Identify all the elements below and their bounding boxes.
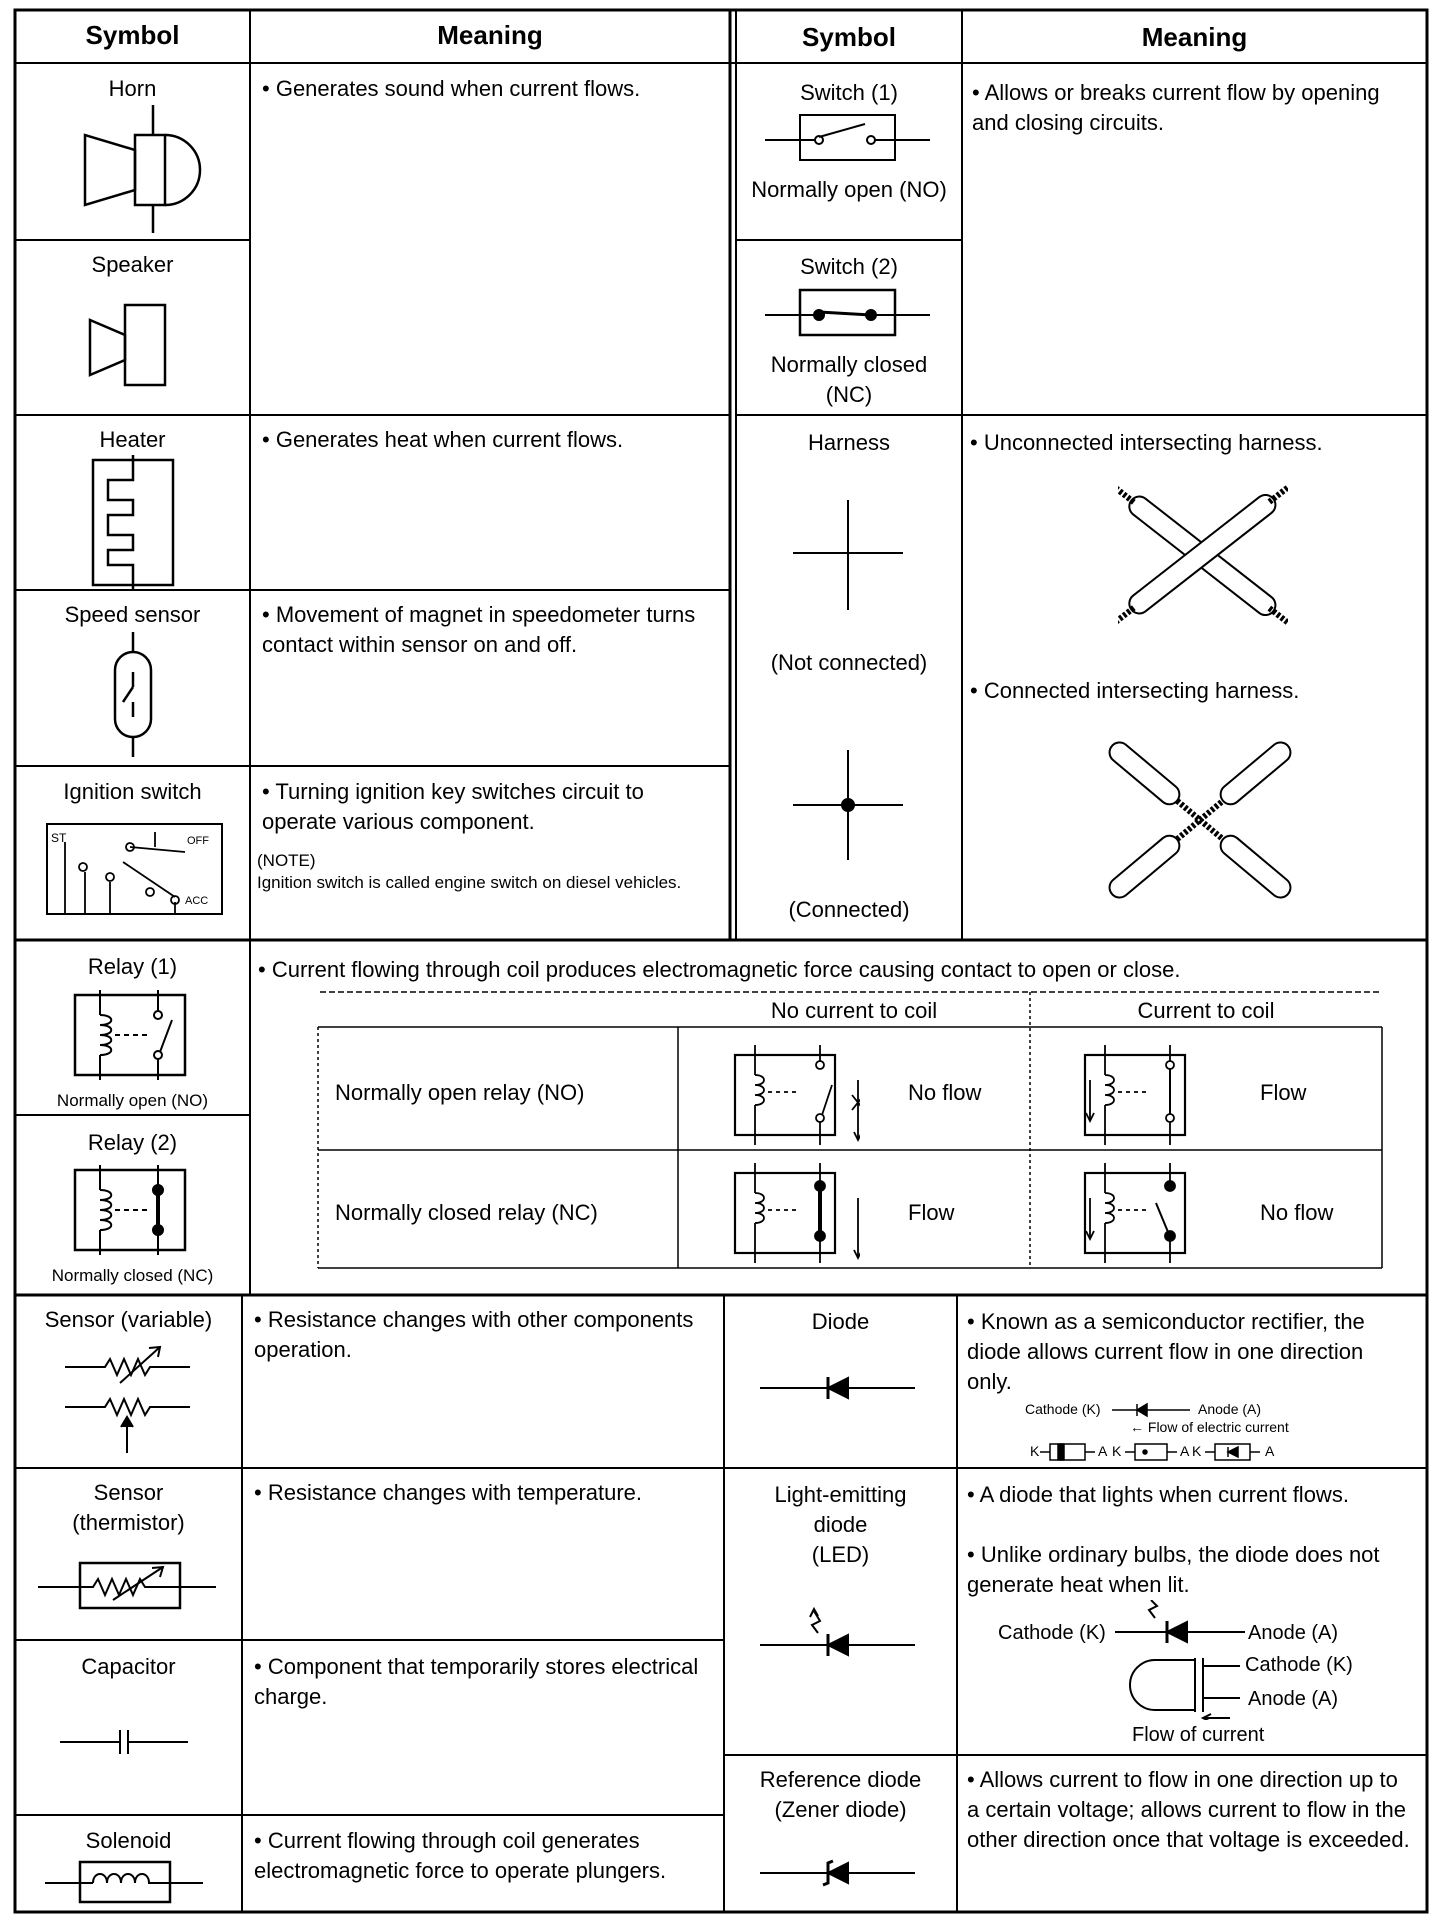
diode-a-label-2: A [1180,1443,1190,1459]
relay-no-open-diagram [710,1040,860,1150]
relay2-name: Relay (2) [87,1130,178,1155]
speed-sensor-meaning: • Movement of magnet in speedometer turns contact within sensor on and off. [262,600,712,660]
diode-k-label: K [1030,1443,1040,1459]
diode-meaning: • Known as a semiconductor rectifier, the diode allows current flow in one direction only. [967,1307,1412,1397]
sensor-variable-symbol [65,1345,195,1455]
relay-table-col1: No current to coil [770,998,938,1023]
relay-row1-no-current: No flow [908,1080,982,1105]
heater-name: Heater [99,427,166,452]
relay-row2-current: No flow [1260,1200,1334,1225]
led-name-line2: diode [813,1512,868,1537]
sensor-variable-meaning: • Resistance changes with other components operation. [254,1305,694,1365]
solenoid-name: Solenoid [85,1828,172,1853]
speaker-name: Speaker [91,252,174,277]
diode-k-label-3: K [1192,1443,1202,1459]
harness-unconnected-meaning: • Unconnected intersecting harness. [970,428,1420,458]
capacitor-symbol [60,1727,190,1757]
ignition-switch-meaning: • Turning ignition key switches circuit to operate various component. [262,777,722,837]
led-meaning-2: • Unlike ordinary bulbs, the diode does not generate heat when lit. [967,1540,1412,1600]
horn-meaning: • Generates sound when current flows. [262,74,692,104]
switch2-caption: Normally closed (NC) [770,352,928,407]
relay-row1-current: Flow [1260,1080,1307,1105]
speed-sensor-name: Speed sensor [64,602,201,627]
header-meaning-left: Meaning [437,20,543,50]
ignition-switch-name: Ignition switch [63,779,202,804]
led-symbol [760,1605,920,1665]
zener-symbol [760,1858,920,1888]
thermistor-name-line1: Sensor [93,1480,164,1505]
header-symbol-right: Symbol [802,22,896,52]
solenoid-symbol [45,1857,205,1907]
capacitor-name: Capacitor [81,1654,176,1679]
ignition-st-label: ST [51,831,67,845]
diode-anode-label: Anode (A) [1198,1401,1262,1417]
diode-name: Diode [811,1309,870,1334]
zener-name-line1: Reference diode [759,1767,922,1792]
led-cathode-label-2: Cathode (K) [1245,1654,1353,1676]
switch-meaning: • Allows or breaks current flow by opening and closing circuits. [972,78,1412,138]
relay-table-col2: Current to coil [1137,998,1275,1023]
ignition-note-title: (NOTE) [257,851,316,870]
ignition-acc-label: ACC [185,895,209,907]
relay-row2-no-current: Flow [908,1200,955,1225]
solenoid-meaning: • Current flowing through coil generates electromagnetic force to operate plungers. [254,1826,714,1886]
switch1-caption: Normally open (NO) [751,177,947,202]
led-cathode-label: Cathode (K) [998,1622,1106,1644]
diode-k-label-2: K [1112,1443,1122,1459]
sensor-variable-name: Sensor (variable) [44,1307,213,1332]
led-flow-label: Flow of current [1132,1724,1265,1746]
led-name-line3: (LED) [811,1542,870,1567]
ignition-note: Ignition switch is called engine switch on diesel vehicles. [257,873,682,892]
led-name-line1: Light-emitting [774,1482,907,1507]
zener-meaning: • Allows current to flow in one direction up to a certain voltage; allows current to flow in the other direction once that voltage is exceeded. [967,1765,1412,1855]
relay2-caption: Normally closed (NC) [51,1266,214,1285]
switch1-name: Switch (1) [800,80,898,105]
diode-a-label-3: A [1265,1443,1275,1459]
relay-row1-label: Normally open relay (NO) [335,1080,585,1105]
ignition-off-label: OFF [187,835,209,847]
diode-package-icons [1040,1441,1280,1463]
relay-meaning: • Current flowing through coil produces electromagnetic force causing contact to open or close. [258,955,1423,985]
led-anode-label-2: Anode (A) [1248,1688,1339,1710]
switch2-name: Switch (2) [800,254,898,279]
led-anode-label-1: Anode (A) [1248,1622,1339,1644]
relay-no-closed-diagram [1060,1040,1210,1150]
thermistor-symbol [38,1555,218,1615]
relay-nc-closed-diagram [1060,1158,1210,1268]
harness-connected-meaning: • Connected intersecting harness. [970,676,1420,706]
diode-cathode-label: Cathode (K) [1025,1401,1101,1417]
diode-symbol [760,1373,920,1403]
relay-nc-open-diagram [710,1158,860,1268]
header-meaning-right: Meaning [1141,22,1248,52]
relay-row2-label: Normally closed relay (NC) [335,1200,598,1225]
relay1-name: Relay (1) [87,954,178,979]
thermistor-name-line2: (thermistor) [72,1510,185,1535]
harness-not-connected-label: (Not connected) [770,650,928,675]
led-meaning-1: • A diode that lights when current flows. [967,1480,1412,1510]
zener-name-line2: (Zener diode) [774,1797,907,1822]
capacitor-meaning: • Component that temporarily stores electrical charge. [254,1652,714,1712]
header-symbol-left: Symbol [85,20,180,50]
harness-name: Harness [808,430,890,455]
thermistor-meaning: • Resistance changes with temperature. [254,1478,694,1508]
diode-a-label-1: A [1098,1443,1108,1459]
diode-small-symbol [1112,1402,1192,1418]
diode-flow-label: ← Flow of electric current [1130,1419,1289,1435]
horn-name: Horn [108,76,157,101]
relay1-caption: Normally open (NO) [56,1091,209,1110]
harness-connected-label: (Connected) [788,897,910,922]
heater-meaning: • Generates heat when current flows. [262,425,722,455]
